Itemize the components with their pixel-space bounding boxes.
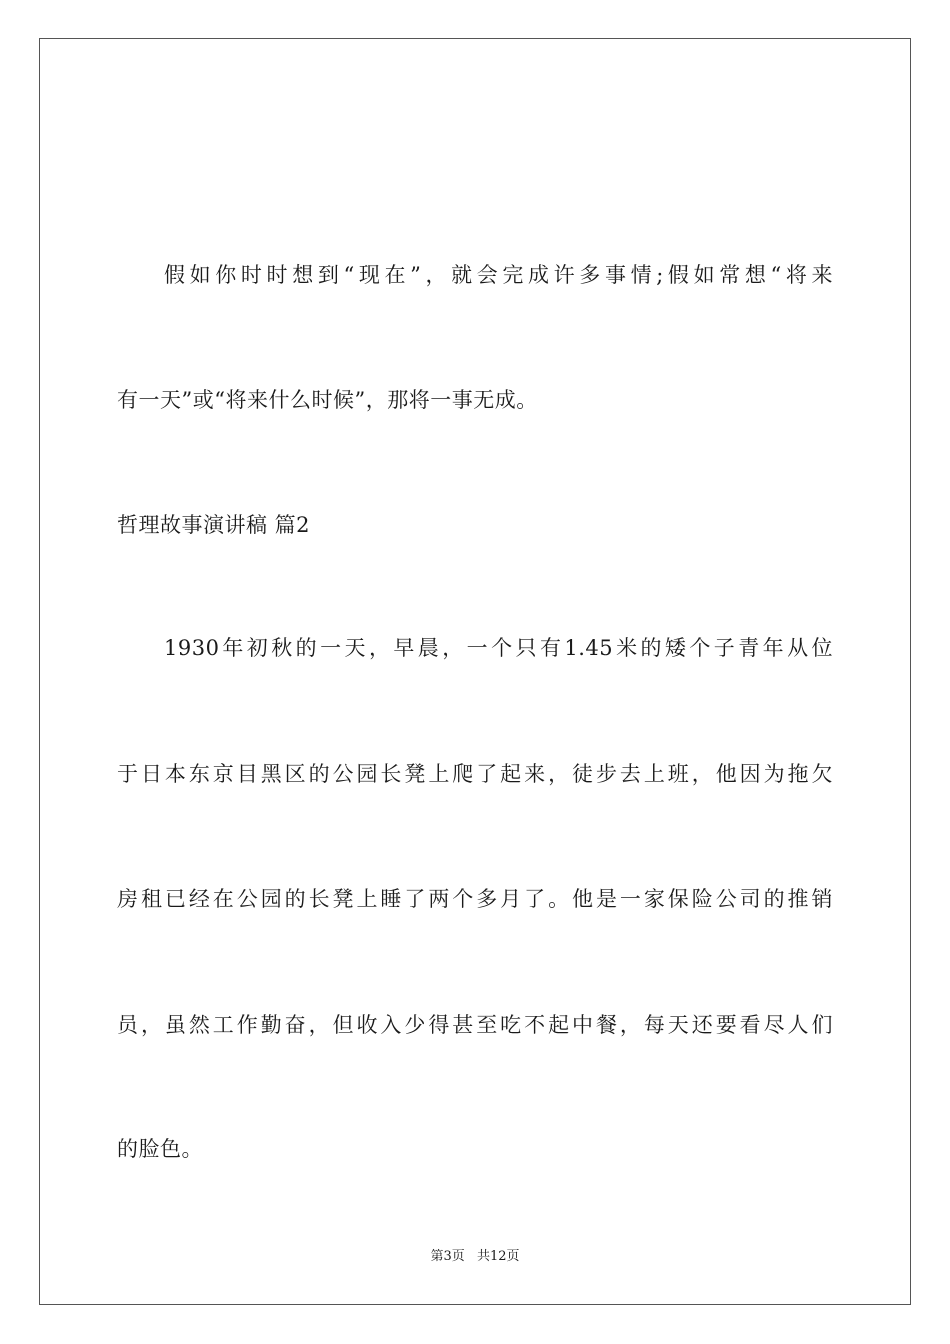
paragraph-2-line-2: 于日本东京目黑区的公园长凳上爬了起来，徒步去上班，他因为拖欠 [117, 762, 833, 786]
paragraph-2-line-4: 员，虽然工作勤奋，但收入少得甚至吃不起中餐，每天还要看尽人们 [117, 1013, 833, 1037]
paragraph-2-line-3: 房租已经在公园的长凳上睡了两个多月了。他是一家保险公司的推销 [117, 887, 833, 911]
paragraph-2-line-1: 1930年初秋的一天，早晨，一个只有1.45米的矮个子青年从位 [164, 636, 833, 660]
page-border [39, 38, 911, 1305]
paragraph-2-line-5: 的脸色。 [117, 1137, 203, 1161]
page-number-current: 第3页 [430, 1249, 465, 1264]
section-title: 哲理故事演讲稿 篇2 [117, 513, 311, 537]
page-number-total: 共12页 [476, 1249, 520, 1264]
paragraph-1-line-1: 假如你时时想到“现在”，就会完成许多事情;假如常想“将来 [164, 263, 833, 287]
page-footer [0, 1248, 950, 1266]
paragraph-1-line-2: 有一天”或“将来什么时候”，那将一事无成。 [117, 388, 538, 412]
